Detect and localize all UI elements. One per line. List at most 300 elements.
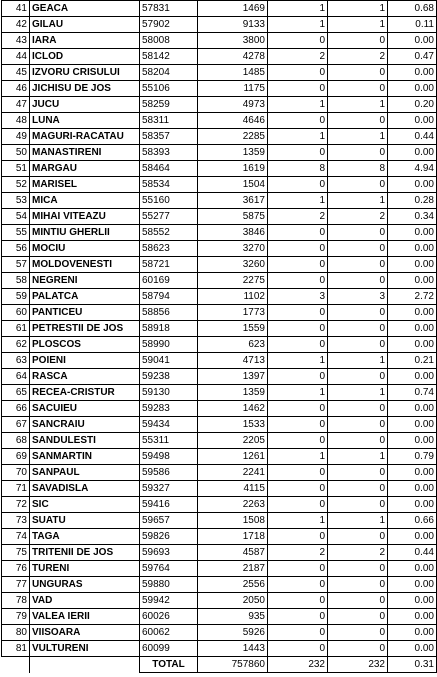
table-row xyxy=(2,337,437,353)
cell-nr: 79 xyxy=(2,609,30,625)
table-row xyxy=(2,385,437,401)
cell-rate: 0.00 xyxy=(388,561,437,577)
cell-locality: SAVADISLA xyxy=(30,481,140,497)
cell-count-a: 0 xyxy=(268,417,328,433)
cell-locality: GEACA xyxy=(30,1,140,17)
cell-rate: 0.47 xyxy=(388,49,437,65)
cell-locality: UNGURAS xyxy=(30,577,140,593)
cell-count-b: 1 xyxy=(328,1,388,17)
cell-population: 1469 xyxy=(198,1,268,17)
cell-siruta-code: 59693 xyxy=(140,545,198,561)
cell-rate: 0.00 xyxy=(388,625,437,641)
cell-count-b: 0 xyxy=(328,401,388,417)
cell-population: 2556 xyxy=(198,577,268,593)
table-row xyxy=(2,465,437,481)
cell-count-b: 0 xyxy=(328,481,388,497)
cell-count-b: 1 xyxy=(328,513,388,529)
cell-population: 935 xyxy=(198,609,268,625)
cell-count-b: 1 xyxy=(328,193,388,209)
cell-population: 3846 xyxy=(198,225,268,241)
table-row xyxy=(2,289,437,305)
cell-count-b: 1 xyxy=(328,17,388,33)
cell-locality: TURENI xyxy=(30,561,140,577)
cell-siruta-code: 58794 xyxy=(140,289,198,305)
cell-nr: 70 xyxy=(2,465,30,481)
cell-nr: 48 xyxy=(2,113,30,129)
cell-locality: MARISEL xyxy=(30,177,140,193)
cell-siruta-code: 60169 xyxy=(140,273,198,289)
cell-count-b: 0 xyxy=(328,81,388,97)
cell-siruta-code: 59416 xyxy=(140,497,198,513)
cell-nr: 72 xyxy=(2,497,30,513)
cell-nr: 77 xyxy=(2,577,30,593)
total-blank-cell xyxy=(30,657,140,673)
cell-siruta-code: 58721 xyxy=(140,257,198,273)
cell-locality: SUATU xyxy=(30,513,140,529)
cell-nr: 61 xyxy=(2,321,30,337)
cell-count-b: 0 xyxy=(328,33,388,49)
cell-nr: 52 xyxy=(2,177,30,193)
cell-nr: 60 xyxy=(2,305,30,321)
cell-population: 1773 xyxy=(198,305,268,321)
cell-nr: 81 xyxy=(2,641,30,657)
cell-siruta-code: 59942 xyxy=(140,593,198,609)
cell-population: 1462 xyxy=(198,401,268,417)
cell-rate: 0.00 xyxy=(388,577,437,593)
cell-rate: 0.28 xyxy=(388,193,437,209)
table-row xyxy=(2,577,437,593)
cell-nr: 49 xyxy=(2,129,30,145)
cell-count-b: 0 xyxy=(328,529,388,545)
cell-siruta-code: 59434 xyxy=(140,417,198,433)
cell-count-b: 0 xyxy=(328,609,388,625)
cell-locality: SANPAUL xyxy=(30,465,140,481)
cell-rate: 0.44 xyxy=(388,545,437,561)
cell-locality: ICLOD xyxy=(30,49,140,65)
cell-count-a: 0 xyxy=(268,241,328,257)
cell-count-b: 0 xyxy=(328,241,388,257)
cell-population: 1508 xyxy=(198,513,268,529)
cell-count-a: 0 xyxy=(268,305,328,321)
table-row xyxy=(2,145,437,161)
cell-nr: 68 xyxy=(2,433,30,449)
cell-population: 3270 xyxy=(198,241,268,257)
cell-count-b: 0 xyxy=(328,417,388,433)
cell-count-a: 0 xyxy=(268,641,328,657)
cell-count-a: 3 xyxy=(268,289,328,305)
cell-siruta-code: 58918 xyxy=(140,321,198,337)
cell-nr: 51 xyxy=(2,161,30,177)
cell-locality: MAGURI-RACATAU xyxy=(30,129,140,145)
cell-nr: 54 xyxy=(2,209,30,225)
cell-siruta-code: 58552 xyxy=(140,225,198,241)
cell-population: 2241 xyxy=(198,465,268,481)
cell-nr: 55 xyxy=(2,225,30,241)
cell-siruta-code: 57831 xyxy=(140,1,198,17)
cell-population: 1443 xyxy=(198,641,268,657)
cell-rate: 0.00 xyxy=(388,81,437,97)
cell-nr: 64 xyxy=(2,369,30,385)
cell-siruta-code: 59657 xyxy=(140,513,198,529)
cell-population: 1175 xyxy=(198,81,268,97)
cell-nr: 46 xyxy=(2,81,30,97)
cell-locality: VAD xyxy=(30,593,140,609)
cell-siruta-code: 59826 xyxy=(140,529,198,545)
cell-count-b: 0 xyxy=(328,257,388,273)
cell-rate: 0.00 xyxy=(388,417,437,433)
cell-count-a: 0 xyxy=(268,481,328,497)
cell-rate: 0.00 xyxy=(388,241,437,257)
cell-locality: SIC xyxy=(30,497,140,513)
cell-count-b: 0 xyxy=(328,641,388,657)
cell-population: 9133 xyxy=(198,17,268,33)
cell-locality: MARGAU xyxy=(30,161,140,177)
cell-locality: RECEA-CRISTUR xyxy=(30,385,140,401)
cell-count-a: 0 xyxy=(268,529,328,545)
cell-population: 4115 xyxy=(198,481,268,497)
cell-nr: 44 xyxy=(2,49,30,65)
cell-count-a: 1 xyxy=(268,17,328,33)
cell-count-b: 0 xyxy=(328,65,388,81)
table-row xyxy=(2,225,437,241)
table-row xyxy=(2,257,437,273)
total-label: TOTAL xyxy=(140,657,198,673)
cell-rate: 0.00 xyxy=(388,321,437,337)
cell-count-a: 0 xyxy=(268,369,328,385)
cell-nr: 73 xyxy=(2,513,30,529)
cell-population: 1485 xyxy=(198,65,268,81)
cell-count-b: 0 xyxy=(328,113,388,129)
cell-siruta-code: 58856 xyxy=(140,305,198,321)
cell-nr: 76 xyxy=(2,561,30,577)
cell-count-a: 8 xyxy=(268,161,328,177)
cell-nr: 43 xyxy=(2,33,30,49)
cell-rate: 2.72 xyxy=(388,289,437,305)
table-row xyxy=(2,305,437,321)
cell-rate: 0.00 xyxy=(388,433,437,449)
cell-count-b: 0 xyxy=(328,337,388,353)
cell-population: 5875 xyxy=(198,209,268,225)
table-row xyxy=(2,193,437,209)
cell-population: 1619 xyxy=(198,161,268,177)
cell-nr: 50 xyxy=(2,145,30,161)
cell-count-b: 0 xyxy=(328,497,388,513)
cell-population: 4973 xyxy=(198,97,268,113)
cell-count-a: 0 xyxy=(268,433,328,449)
table-row xyxy=(2,641,437,657)
table-row xyxy=(2,209,437,225)
cell-count-a: 0 xyxy=(268,81,328,97)
cell-nr: 80 xyxy=(2,625,30,641)
cell-nr: 67 xyxy=(2,417,30,433)
cell-locality: SANCRAIU xyxy=(30,417,140,433)
cell-count-a: 0 xyxy=(268,225,328,241)
cell-population: 1397 xyxy=(198,369,268,385)
cell-count-b: 2 xyxy=(328,545,388,561)
cell-count-b: 1 xyxy=(328,129,388,145)
cell-count-b: 0 xyxy=(328,577,388,593)
cell-count-a: 0 xyxy=(268,577,328,593)
table-row xyxy=(2,273,437,289)
cell-count-a: 0 xyxy=(268,257,328,273)
cell-count-b: 0 xyxy=(328,625,388,641)
table-row xyxy=(2,481,437,497)
cell-locality: VIISOARA xyxy=(30,625,140,641)
cell-nr: 56 xyxy=(2,241,30,257)
cell-rate: 0.00 xyxy=(388,145,437,161)
cell-siruta-code: 58259 xyxy=(140,97,198,113)
cell-siruta-code: 58464 xyxy=(140,161,198,177)
cell-rate: 0.00 xyxy=(388,257,437,273)
cell-locality: TAGA xyxy=(30,529,140,545)
table-row xyxy=(2,49,437,65)
cell-nr: 58 xyxy=(2,273,30,289)
cell-locality: TRITENII DE JOS xyxy=(30,545,140,561)
cell-locality: NEGRENI xyxy=(30,273,140,289)
table-row xyxy=(2,561,437,577)
cell-nr: 62 xyxy=(2,337,30,353)
cell-nr: 53 xyxy=(2,193,30,209)
cell-count-b: 8 xyxy=(328,161,388,177)
cell-rate: 4.94 xyxy=(388,161,437,177)
cell-rate: 0.34 xyxy=(388,209,437,225)
cell-locality: LUNA xyxy=(30,113,140,129)
cell-count-b: 0 xyxy=(328,593,388,609)
cell-count-b: 0 xyxy=(328,465,388,481)
cell-population: 3617 xyxy=(198,193,268,209)
cell-count-a: 0 xyxy=(268,465,328,481)
cell-count-a: 0 xyxy=(268,593,328,609)
cell-population: 3800 xyxy=(198,33,268,49)
cell-siruta-code: 60062 xyxy=(140,625,198,641)
cell-rate: 0.20 xyxy=(388,97,437,113)
cell-rate: 0.00 xyxy=(388,33,437,49)
cell-rate: 0.00 xyxy=(388,609,437,625)
cell-population: 2285 xyxy=(198,129,268,145)
cell-count-a: 0 xyxy=(268,497,328,513)
cell-locality: VULTURENI xyxy=(30,641,140,657)
cell-locality: MICA xyxy=(30,193,140,209)
table-row xyxy=(2,1,437,17)
cell-nr: 63 xyxy=(2,353,30,369)
cell-siruta-code: 59041 xyxy=(140,353,198,369)
cell-count-a: 0 xyxy=(268,337,328,353)
cell-count-b: 0 xyxy=(328,433,388,449)
cell-locality: PLOSCOS xyxy=(30,337,140,353)
table-row xyxy=(2,81,437,97)
cell-rate: 0.21 xyxy=(388,353,437,369)
cell-siruta-code: 60099 xyxy=(140,641,198,657)
table-row xyxy=(2,609,437,625)
cell-nr: 59 xyxy=(2,289,30,305)
cell-rate: 0.00 xyxy=(388,273,437,289)
cell-rate: 0.00 xyxy=(388,465,437,481)
cell-population: 5926 xyxy=(198,625,268,641)
cell-locality: VALEA IERII xyxy=(30,609,140,625)
cell-count-a: 2 xyxy=(268,545,328,561)
cell-count-a: 1 xyxy=(268,385,328,401)
cell-siruta-code: 59283 xyxy=(140,401,198,417)
cell-siruta-code: 59764 xyxy=(140,561,198,577)
cell-population: 1261 xyxy=(198,449,268,465)
cell-siruta-code: 58623 xyxy=(140,241,198,257)
cell-population: 1102 xyxy=(198,289,268,305)
cell-rate: 0.68 xyxy=(388,1,437,17)
cell-count-a: 2 xyxy=(268,209,328,225)
cell-count-a: 1 xyxy=(268,129,328,145)
table-row xyxy=(2,449,437,465)
cell-count-b: 0 xyxy=(328,145,388,161)
cell-locality: SANMARTIN xyxy=(30,449,140,465)
table-row xyxy=(2,17,437,33)
cell-rate: 0.00 xyxy=(388,65,437,81)
cell-nr: 69 xyxy=(2,449,30,465)
table-row xyxy=(2,161,437,177)
cell-count-b: 0 xyxy=(328,369,388,385)
total-row xyxy=(2,657,437,673)
cell-count-a: 1 xyxy=(268,193,328,209)
cell-siruta-code: 59130 xyxy=(140,385,198,401)
cell-count-b: 1 xyxy=(328,449,388,465)
cell-locality: SACUIEU xyxy=(30,401,140,417)
cell-siruta-code: 58393 xyxy=(140,145,198,161)
table-row xyxy=(2,321,437,337)
cell-siruta-code: 55106 xyxy=(140,81,198,97)
cell-nr: 74 xyxy=(2,529,30,545)
cell-population: 1504 xyxy=(198,177,268,193)
cell-count-a: 0 xyxy=(268,273,328,289)
cell-siruta-code: 55311 xyxy=(140,433,198,449)
cell-siruta-code: 59880 xyxy=(140,577,198,593)
table-row xyxy=(2,177,437,193)
cell-locality: IARA xyxy=(30,33,140,49)
cell-count-a: 0 xyxy=(268,145,328,161)
cell-nr: 65 xyxy=(2,385,30,401)
cell-count-b: 0 xyxy=(328,321,388,337)
cell-count-a: 0 xyxy=(268,33,328,49)
cell-siruta-code: 58311 xyxy=(140,113,198,129)
cell-count-a: 1 xyxy=(268,449,328,465)
cell-siruta-code: 58008 xyxy=(140,33,198,49)
cell-siruta-code: 57902 xyxy=(140,17,198,33)
total-count-b: 232 xyxy=(328,657,388,673)
cell-count-b: 0 xyxy=(328,273,388,289)
cell-siruta-code: 58534 xyxy=(140,177,198,193)
table-row xyxy=(2,33,437,49)
cell-locality: RASCA xyxy=(30,369,140,385)
cell-population: 623 xyxy=(198,337,268,353)
cell-count-b: 1 xyxy=(328,385,388,401)
cell-rate: 0.79 xyxy=(388,449,437,465)
table-row xyxy=(2,593,437,609)
cell-population: 2275 xyxy=(198,273,268,289)
cell-locality: MOLDOVENESTI xyxy=(30,257,140,273)
cell-locality: PALATCA xyxy=(30,289,140,305)
cell-rate: 0.00 xyxy=(388,369,437,385)
table-row xyxy=(2,369,437,385)
cell-population: 2263 xyxy=(198,497,268,513)
cell-nr: 78 xyxy=(2,593,30,609)
cell-count-b: 0 xyxy=(328,561,388,577)
cell-rate: 0.00 xyxy=(388,593,437,609)
total-rate: 0.31 xyxy=(388,657,437,673)
cell-population: 4713 xyxy=(198,353,268,369)
cell-count-a: 0 xyxy=(268,561,328,577)
cell-rate: 0.66 xyxy=(388,513,437,529)
cell-siruta-code: 55277 xyxy=(140,209,198,225)
cell-nr: 71 xyxy=(2,481,30,497)
table-row xyxy=(2,113,437,129)
cell-rate: 0.00 xyxy=(388,641,437,657)
table-row xyxy=(2,497,437,513)
cell-rate: 0.44 xyxy=(388,129,437,145)
total-population: 757860 xyxy=(198,657,268,673)
cell-locality: SANDULESTI xyxy=(30,433,140,449)
table-row xyxy=(2,401,437,417)
cell-rate: 0.00 xyxy=(388,337,437,353)
cell-count-b: 0 xyxy=(328,305,388,321)
data-table xyxy=(1,0,437,673)
cell-rate: 0.74 xyxy=(388,385,437,401)
cell-locality: JUCU xyxy=(30,97,140,113)
cell-locality: GILAU xyxy=(30,17,140,33)
cell-count-a: 1 xyxy=(268,513,328,529)
table-row xyxy=(2,545,437,561)
cell-nr: 75 xyxy=(2,545,30,561)
cell-siruta-code: 58357 xyxy=(140,129,198,145)
cell-siruta-code: 59238 xyxy=(140,369,198,385)
cell-count-b: 1 xyxy=(328,353,388,369)
cell-rate: 0.00 xyxy=(388,113,437,129)
table-row xyxy=(2,529,437,545)
cell-population: 1359 xyxy=(198,385,268,401)
cell-nr: 66 xyxy=(2,401,30,417)
cell-count-b: 1 xyxy=(328,97,388,113)
cell-nr: 57 xyxy=(2,257,30,273)
cell-population: 3260 xyxy=(198,257,268,273)
cell-rate: 0.00 xyxy=(388,497,437,513)
total-count-a: 232 xyxy=(268,657,328,673)
cell-count-a: 1 xyxy=(268,353,328,369)
cell-count-b: 0 xyxy=(328,177,388,193)
cell-rate: 0.00 xyxy=(388,177,437,193)
cell-siruta-code: 59586 xyxy=(140,465,198,481)
cell-count-a: 0 xyxy=(268,609,328,625)
cell-population: 4646 xyxy=(198,113,268,129)
cell-siruta-code: 58990 xyxy=(140,337,198,353)
cell-locality: IZVORU CRISULUI xyxy=(30,65,140,81)
cell-rate: 0.00 xyxy=(388,401,437,417)
cell-count-a: 0 xyxy=(268,321,328,337)
cell-population: 1718 xyxy=(198,529,268,545)
cell-population: 1533 xyxy=(198,417,268,433)
table-row xyxy=(2,417,437,433)
cell-count-a: 2 xyxy=(268,49,328,65)
cell-count-a: 1 xyxy=(268,97,328,113)
table-row xyxy=(2,513,437,529)
cell-count-a: 0 xyxy=(268,401,328,417)
cell-locality: PANTICEU xyxy=(30,305,140,321)
cell-locality: PETRESTII DE JOS xyxy=(30,321,140,337)
cell-nr: 42 xyxy=(2,17,30,33)
table-row xyxy=(2,129,437,145)
cell-nr: 41 xyxy=(2,1,30,17)
total-blank-cell xyxy=(2,657,30,673)
table-body xyxy=(2,1,437,673)
cell-siruta-code: 55160 xyxy=(140,193,198,209)
cell-population: 2187 xyxy=(198,561,268,577)
cell-count-a: 0 xyxy=(268,177,328,193)
